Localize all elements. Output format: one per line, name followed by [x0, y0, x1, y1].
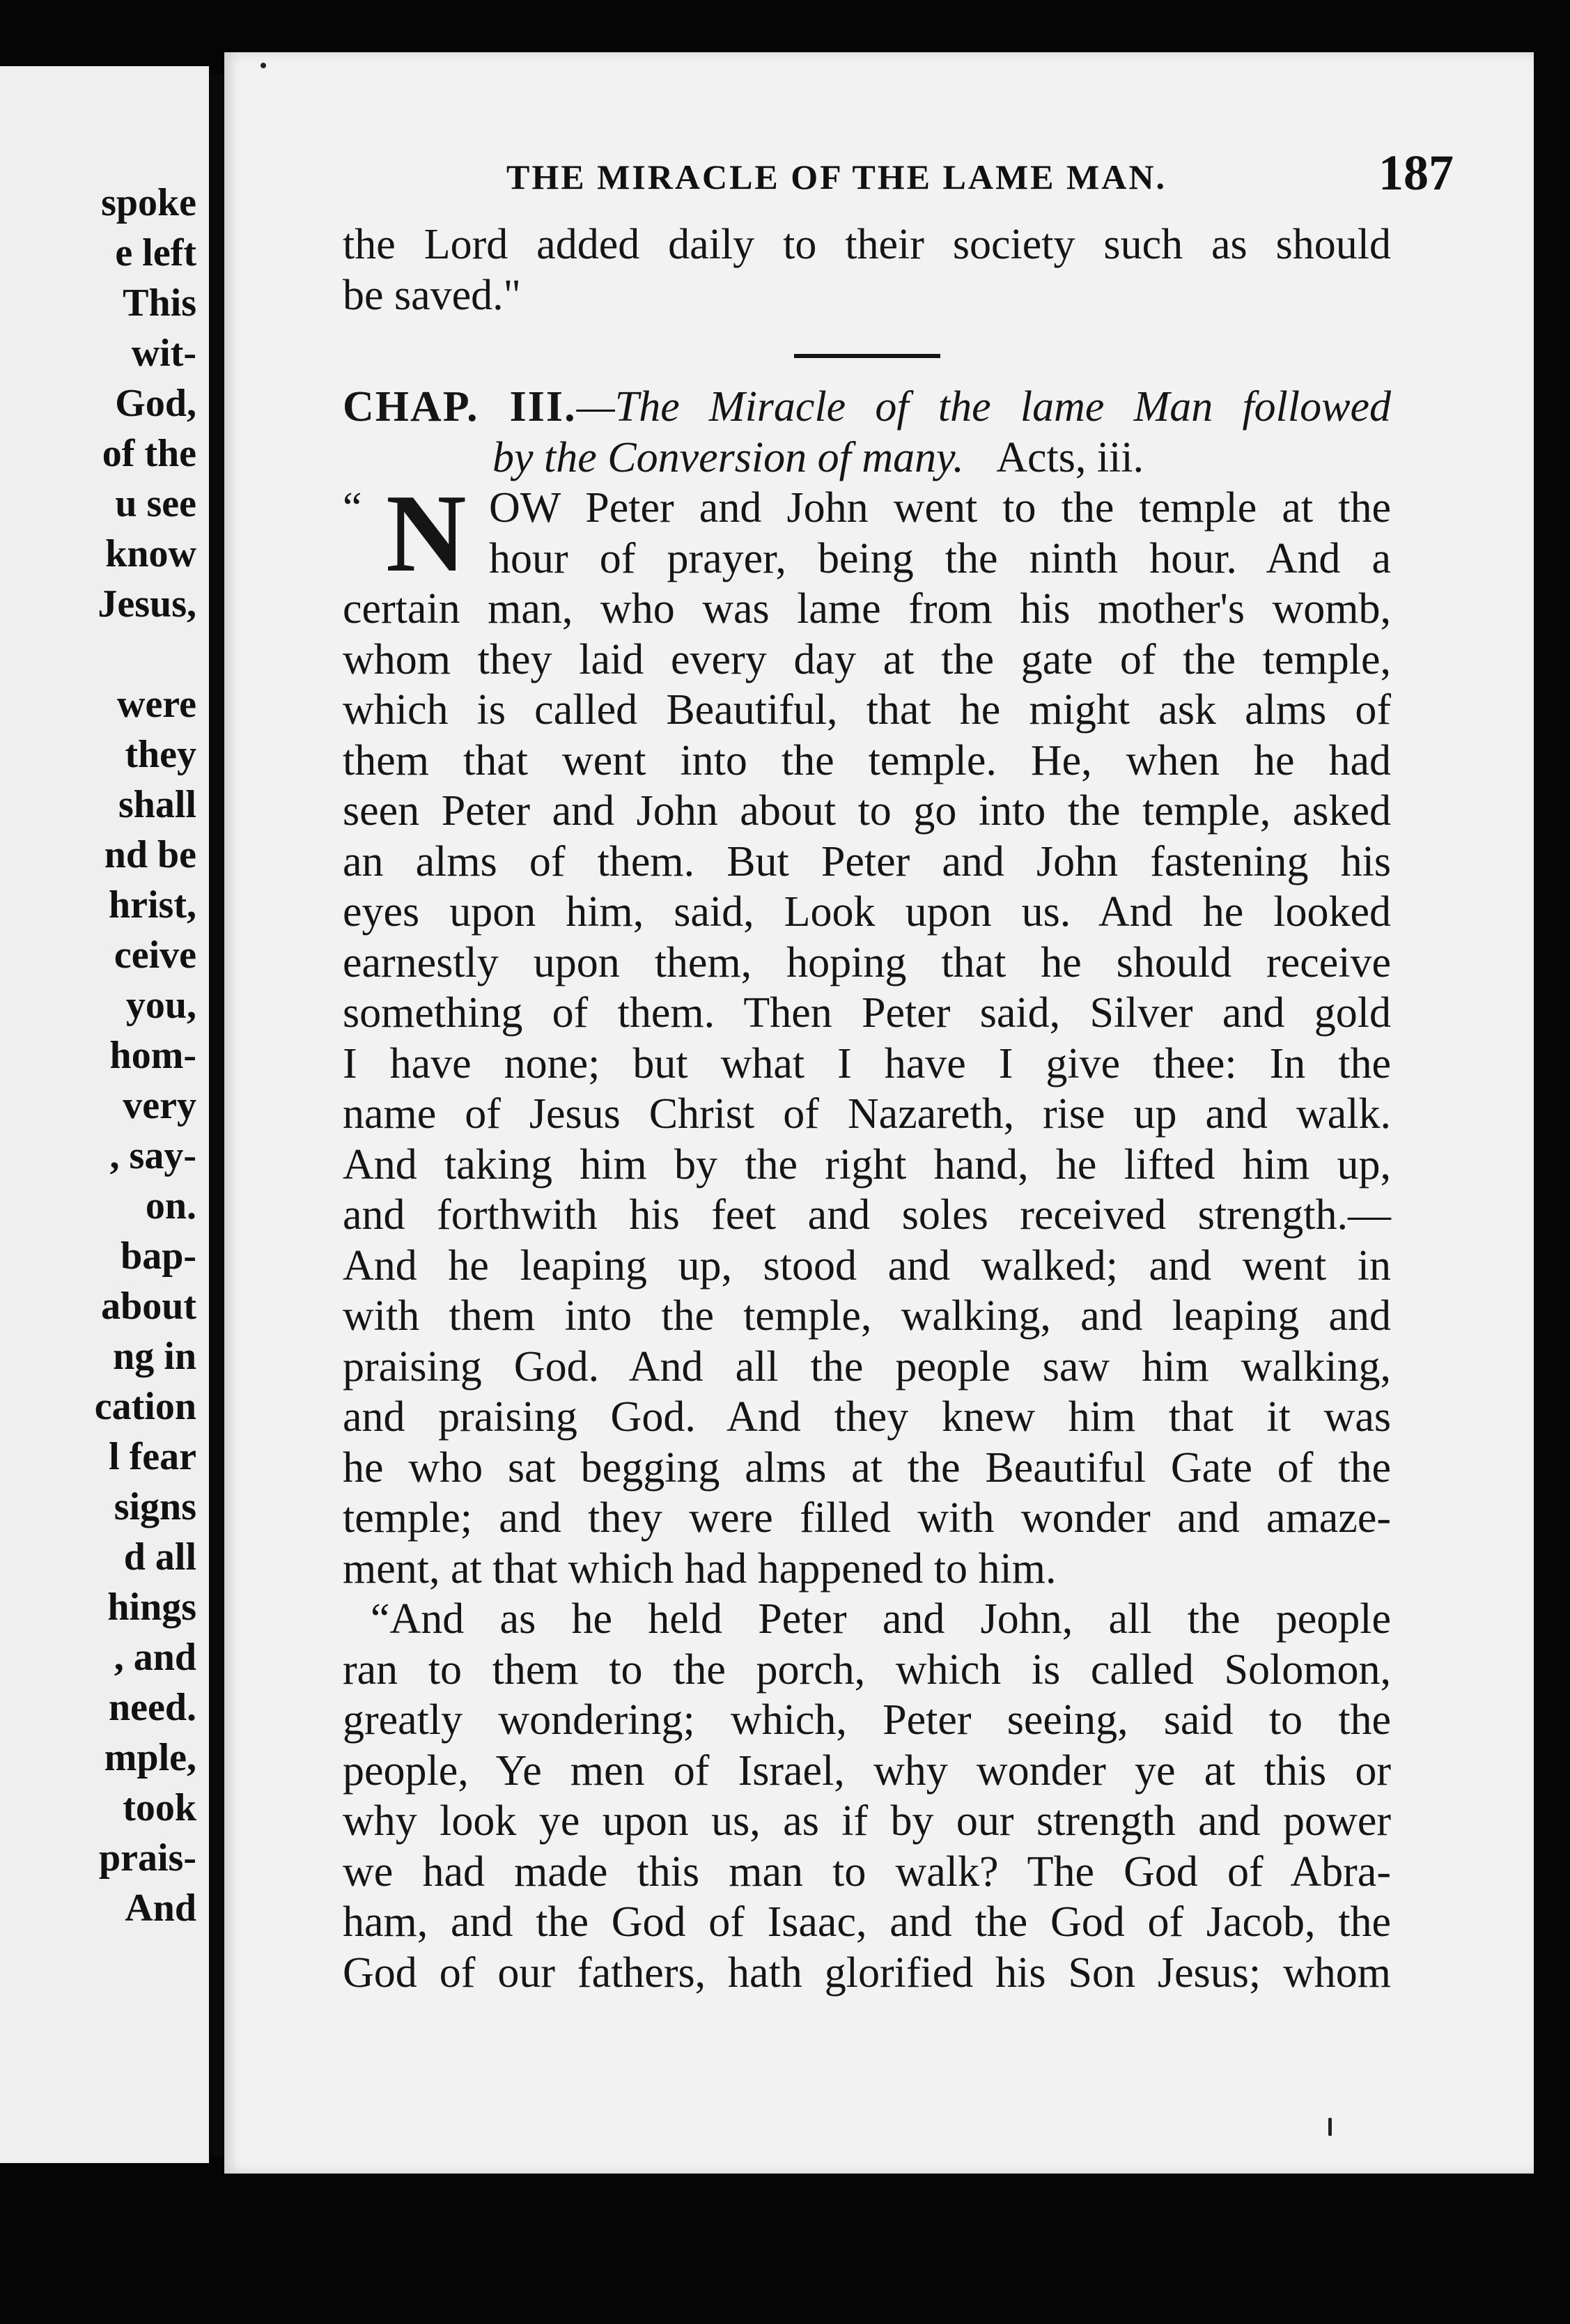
intro-line-2: be saved." — [343, 271, 521, 319]
left-page-line: hrist, — [109, 883, 196, 927]
paragraph-1-line: I have none; but what I have I give thee: In the — [343, 1039, 1391, 1087]
left-page-line: This — [123, 281, 196, 325]
paragraph-1-line: an alms of them. But Peter and John fastening his — [343, 837, 1391, 885]
left-page-line: hom- — [109, 1034, 196, 1077]
left-page-line: d all — [123, 1535, 196, 1579]
left-page-line: shall — [118, 783, 196, 826]
left-page-line: of the — [102, 432, 196, 475]
left-page-line: spoke — [101, 181, 196, 224]
paragraph-1-line: something of them. Then Peter said, Silver and gold — [343, 989, 1391, 1037]
right-page — [224, 52, 1534, 2174]
paragraph-2-line: why look ye upon us, as if by our strength and power — [343, 1797, 1391, 1845]
left-page-line: about — [101, 1285, 196, 1328]
left-page-line: l fear — [109, 1435, 196, 1478]
page-body — [343, 219, 1391, 1998]
paragraph-1-line: seen Peter and John about to go into the temple, asked — [343, 787, 1391, 835]
left-page-line: you, — [125, 984, 196, 1027]
print-speck — [261, 63, 266, 68]
page-header — [224, 145, 1534, 212]
left-page-line — [95, 629, 196, 679]
paragraph-2 — [343, 1594, 1391, 1998]
paragraph-1-line: them that went into the temple. He, when he had — [343, 736, 1391, 784]
paragraph-1-line — [343, 483, 1391, 534]
page-number: 187 — [1378, 145, 1454, 201]
left-page-line: ng in — [113, 1335, 196, 1378]
paragraph-1-line: he who sat begging alms at the Beautiful Gate of the — [343, 1443, 1391, 1492]
paragraph-1-line: with them into the temple, walking, and leaping and — [343, 1292, 1391, 1340]
book-gutter — [210, 73, 226, 2156]
paragraph-1-line: and forthwith his feet and soles received strength.— — [343, 1191, 1391, 1239]
left-page-line: on. — [145, 1184, 196, 1227]
paragraph-1-line: earnestly upon them, hoping that he should receive — [343, 938, 1391, 986]
running-title: THE MIRACLE OF THE LAME MAN. — [506, 157, 1167, 196]
paragraph-1-line: And he leaping up, stood and walked; and went in — [343, 1241, 1391, 1289]
paragraph-1 — [343, 471, 1391, 1594]
chapter-label: CHAP. III. — [343, 383, 577, 431]
left-page-line: nd be — [104, 833, 196, 876]
paragraph-1-line: praising God. And all the people saw him walking, — [343, 1342, 1391, 1390]
left-page-line: hings — [107, 1586, 196, 1629]
open-quote: “ — [343, 484, 362, 532]
paragraph-1-line: eyes upon him, said, Look upon us. And he looked — [343, 888, 1391, 936]
section-divider — [794, 354, 940, 358]
paragraph-1-line: certain man, who was lame from his mother's womb, — [343, 585, 1391, 633]
left-page-line: cation — [94, 1385, 196, 1428]
left-page-line: took — [123, 1786, 196, 1829]
left-page-line: And — [125, 1887, 196, 1930]
paragraph-1-line: and praising God. And they knew him that it was — [343, 1393, 1391, 1441]
left-page-line: u see — [115, 482, 196, 525]
paragraph-1-first-text: OW Peter and John went to the temple at the — [489, 484, 1391, 532]
paragraph-2-line: ham, and the God of Isaac, and the God of Jacob, the — [343, 1898, 1391, 1946]
left-page-text — [95, 178, 196, 1933]
intro-line-1: the Lord added daily to their society such as should — [343, 221, 1391, 268]
left-page-line: were — [117, 683, 196, 726]
chapter-reference: Acts, iii. — [996, 433, 1144, 481]
left-page-line: , and — [114, 1636, 196, 1679]
chapter-title-line-1: —The Miracle of the lame Man followed — [576, 383, 1392, 431]
left-page-line: Jesus, — [98, 582, 196, 626]
paragraph-2-line: God of our fathers, hath glorified his Son Jesus; whom — [343, 1949, 1391, 1997]
paragraph-2-line: we had made this man to walk? The God of Abra- — [343, 1847, 1391, 1896]
paragraph-1-line: And taking him by the right hand, he lifted him up, — [343, 1140, 1391, 1188]
paragraph-1-line: ment, at that which had happened to him. — [343, 1544, 1057, 1593]
paragraph-1-line: hour of prayer, being the ninth hour. And a — [489, 534, 1391, 582]
paragraph-2-line: greatly wondering; which, Peter seeing, said to the — [343, 1696, 1391, 1744]
left-page-line: , say- — [109, 1134, 196, 1177]
paragraph-1-line: whom they laid every day at the gate of the temple, — [343, 635, 1391, 683]
left-page-fragment — [0, 66, 209, 2163]
paragraph-1-line: temple; and they were filled with wonder and amaze- — [343, 1494, 1391, 1542]
left-page-line: God, — [115, 382, 196, 425]
paragraph-1-line: which is called Beautiful, that he might ask alms of — [343, 686, 1391, 734]
left-page-line: mple, — [104, 1736, 196, 1779]
left-page-line: wit- — [131, 332, 196, 375]
left-page-line: e left — [115, 231, 196, 274]
left-page-line: very — [123, 1084, 196, 1127]
paragraph-2-line: ran to them to the porch, which is called Solomon, — [343, 1645, 1391, 1694]
paragraph-2-line: people, Ye men of Israel, why wonder ye at this or — [343, 1746, 1391, 1795]
print-speck — [1328, 2118, 1332, 2136]
left-page-line: know — [105, 532, 196, 575]
left-page-line: they — [125, 733, 196, 776]
left-page-line: bap- — [121, 1234, 196, 1278]
left-page-line: signs — [114, 1485, 196, 1528]
left-page-line: prais- — [99, 1836, 196, 1880]
chapter-heading-line-2 — [343, 433, 1391, 483]
left-page-line: need. — [109, 1686, 196, 1729]
paragraph-1-line: name of Jesus Christ of Nazareth, rise up and walk. — [343, 1090, 1391, 1138]
left-page-line: ceive — [114, 934, 196, 977]
chapter-title-line-2: by the Conversion of many. — [492, 433, 964, 481]
drop-cap: N — [386, 471, 467, 595]
paragraph-2-line: “And as he held Peter and John, all the people — [371, 1595, 1391, 1643]
chapter-heading-line-1 — [343, 382, 1391, 433]
